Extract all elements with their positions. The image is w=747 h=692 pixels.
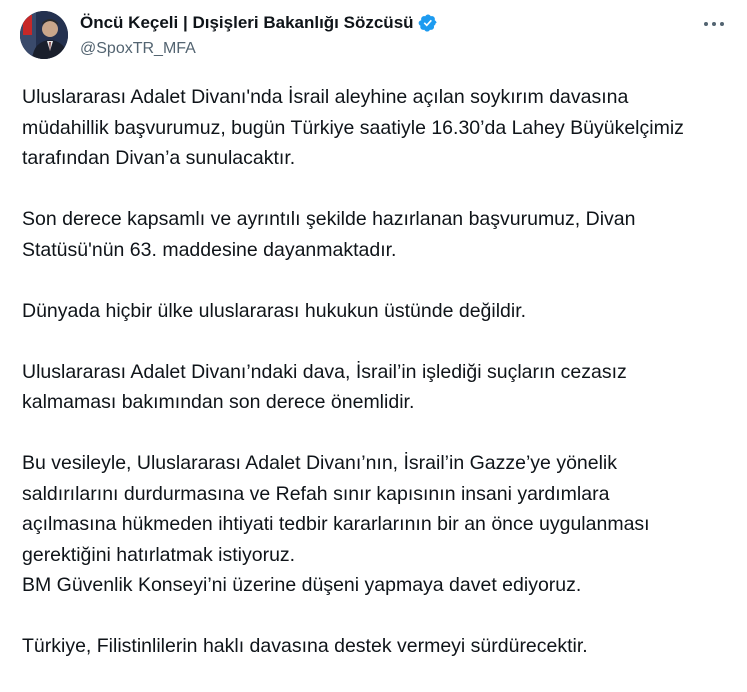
tweet-line: tarafından Divan’a sunulacaktır.: [22, 147, 296, 169]
tweet-paragraph: [22, 448, 729, 601]
name-row: [80, 11, 687, 35]
author-handle[interactable]: @SpoxTR_MFA: [80, 40, 196, 57]
tweet-line: Son derece kapsamlı ve ayrıntılı şekilde hazırlanan başvurumuz, Divan: [22, 208, 636, 230]
tweet-line: müdahillik başvurumuz, bugün Türkiye saatiyle 16.30’da Lahey Büyükelçimiz: [22, 116, 684, 139]
tweet-line: Türkiye, Filistinlilerin haklı davasına destek vermeyi sürdürecektir.: [22, 635, 588, 657]
verified-badge-icon: [418, 13, 438, 33]
tweet-text: [22, 82, 729, 692]
tweet-line: BM Güvenlik Konseyi’ni üzerine düşeni yapmaya davet ediyoruz.: [22, 574, 582, 596]
tweet-line: saldırılarını durdurmasına ve Refah sınır kapısının insani yardımlara: [22, 482, 610, 505]
more-icon[interactable]: [701, 14, 727, 34]
tweet-line: Uluslararası Adalet Divanı'nda İsrail aleyhine açılan soykırım davasına: [22, 86, 629, 108]
tweet-line: Dünyada hiçbir ülke uluslararası hukukun üstünde değildir.: [22, 299, 527, 322]
tweet-line: Uluslararası Adalet Divanı’ndaki dava, İsrail’in işlediği suçların cezasız: [22, 360, 627, 383]
tweet-paragraph: [22, 82, 729, 174]
tweet-line: Bu vesileyle, Uluslararası Adalet Divanı’nın, İsrail’in Gazze’ye yönelik: [22, 452, 618, 474]
author-block: [80, 11, 687, 58]
tweet-line: Statüsü'nün 63. maddesine dayanmaktadır.: [22, 238, 397, 261]
avatar-image: [20, 11, 68, 59]
author-display-name[interactable]: Öncü Keçeli | Dışişleri Bakanlığı Sözcüsü: [80, 13, 414, 32]
tweet-paragraph: [22, 631, 729, 662]
avatar[interactable]: [20, 11, 68, 59]
tweet-paragraph: [22, 296, 729, 327]
tweet-header: [20, 8, 727, 62]
tweet-line: gerektiğini hatırlatmak istiyoruz.: [22, 543, 296, 566]
tweet-paragraph: [22, 357, 729, 418]
tweet-line: açılmasına hükmeden ihtiyati tedbir kararlarının bir an önce uygulanması: [22, 513, 650, 535]
tweet-line: kalmaması bakımından son derece önemlidir.: [22, 391, 415, 413]
tweet-paragraph: [22, 204, 729, 265]
